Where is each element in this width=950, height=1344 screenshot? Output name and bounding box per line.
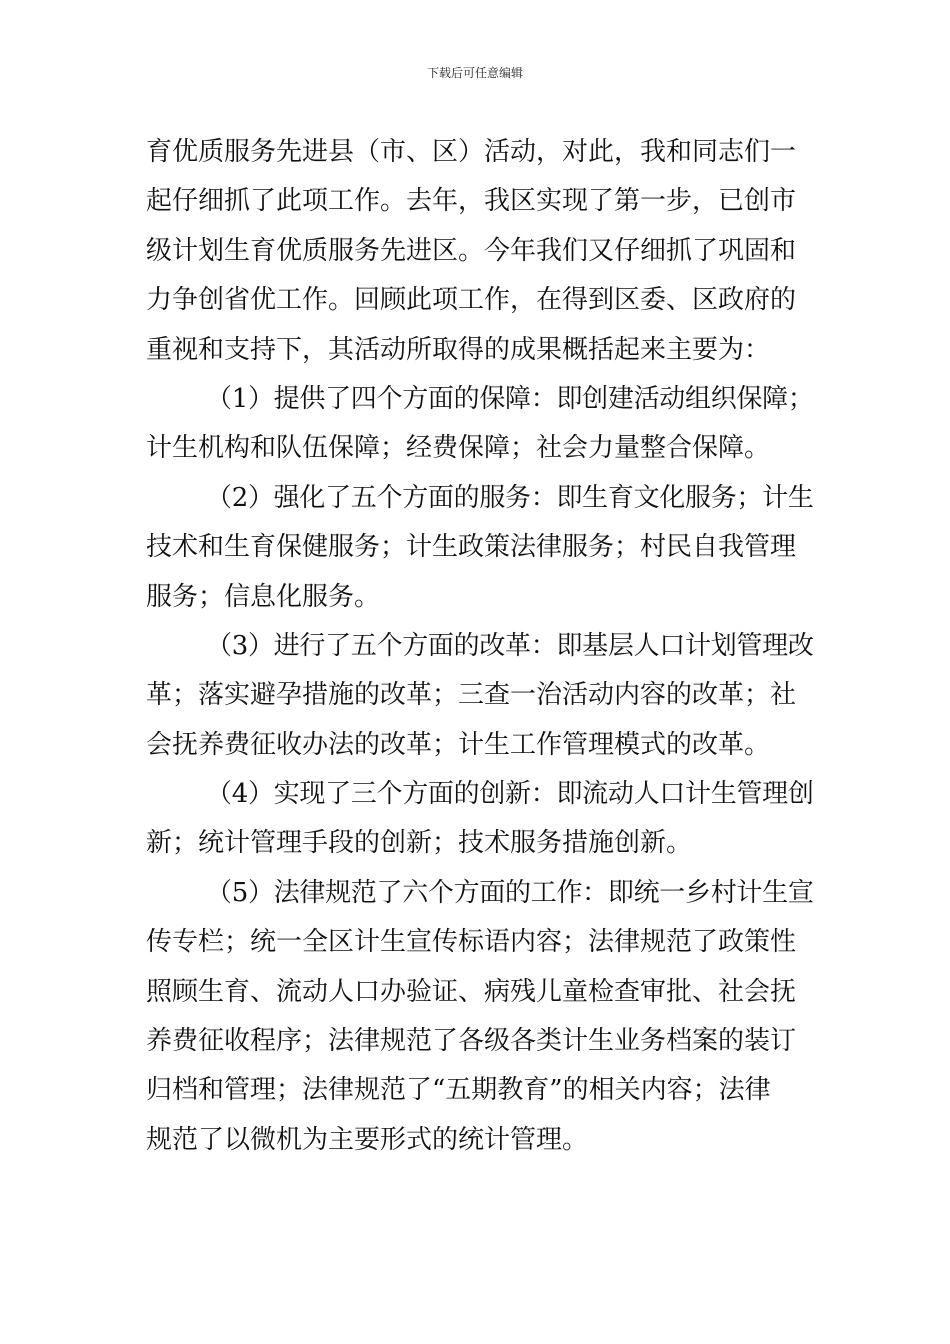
text-line: 照顾生育、流动人口办验证、病残儿童检查审批、社会抚 xyxy=(146,976,797,1007)
text-line: 力争创省优工作。回顾此项工作，在得到区委、区政府的 xyxy=(146,285,797,316)
document-body xyxy=(146,128,814,1165)
text-line: 技术和生育保健服务；计生政策法律服务；村民自我管理 xyxy=(146,532,797,563)
text-line: 革；落实避孕措施的改革；三查一治活动内容的改革；社 xyxy=(146,680,797,711)
text-line: 新；统计管理手段的创新；技术服务措施创新。 xyxy=(146,828,693,859)
text-line: 起仔细抓了此项工作。去年，我区实现了第一步，已创市 xyxy=(146,186,797,217)
text-line: 归档和管理；法律规范了“五期教育”的相关内容；法律 xyxy=(146,1075,771,1106)
text-line: 级计划生育优质服务先进区。今年我们又仔细抓了巩固和 xyxy=(146,235,797,266)
text-line: （1）提供了四个方面的保障：即创建活动组织保障； xyxy=(206,383,814,414)
text-line: （2）强化了五个方面的服务：即生育文化服务；计生 xyxy=(206,482,814,513)
text-line: 育优质服务先进县（市、区）活动，对此，我和同志们一 xyxy=(146,137,797,167)
text-line: （3）进行了五个方面的改革：即基层人口计划管理改 xyxy=(206,630,814,661)
text-line: 规范了以微机为主要形式的统计管理。 xyxy=(146,1124,589,1155)
page-header: 下载后可任意编辑 xyxy=(426,66,523,80)
text-line: 重视和支持下，其活动所取得的成果概括起来主要为： xyxy=(146,334,771,365)
text-line: 计生机构和队伍保障；经费保障；社会力量整合保障。 xyxy=(146,433,771,464)
text-line: 服务；信息化服务。 xyxy=(146,581,381,612)
text-line: （5）法律规范了六个方面的工作：即统一乡村计生宣 xyxy=(206,877,814,908)
text-line: （4）实现了三个方面的创新：即流动人口计生管理创 xyxy=(206,779,814,810)
text-line: 养费征收程序；法律规范了各级各类计生业务档案的装订 xyxy=(146,1026,797,1057)
text-line: 会抚养费征收办法的改革；计生工作管理模式的改革。 xyxy=(146,729,771,760)
text-line: 传专栏；统一全区计生宣传标语内容；法律规范了政策性 xyxy=(146,927,797,958)
